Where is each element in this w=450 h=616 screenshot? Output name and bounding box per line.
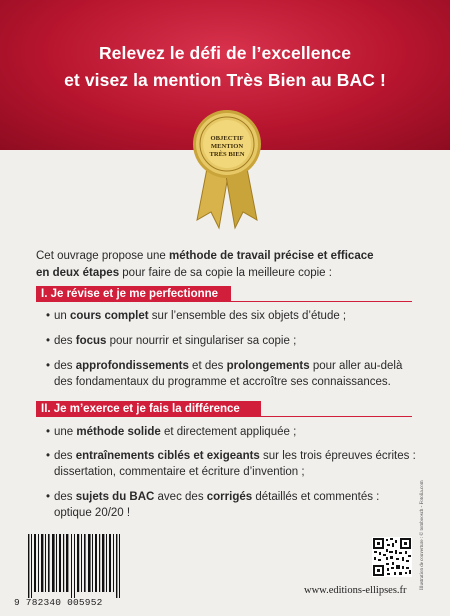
bullet-bold: corrigés [206,491,253,503]
bullet-icon: • [46,360,51,372]
list-item [46,448,416,480]
intro-bold-2: en deux étapes [36,267,120,279]
medal-label-line1: OBJECTIF [210,135,244,142]
list-item [46,308,416,324]
bullet-text: avec des [154,491,207,503]
barcode-number: 9 782340 005952 [14,597,103,608]
bullet-bold: méthode solide [76,426,161,438]
bullet-text: des [54,450,76,462]
bullet-text: dissertation, commentaire et écriture d’invention ; [54,466,305,478]
bullet-text: et des [188,360,227,372]
bullet-bold: approfondissements [75,360,189,372]
bullet-text: pour aller au-delà [309,360,403,372]
bullet-text: des [54,335,76,347]
award-ribbon-icon [181,108,273,230]
banner-headline-line1: Relevez le défi de l’excellence [98,43,352,63]
bullet-text: des [54,491,76,503]
bullet-icon: • [46,491,51,503]
list-item [46,424,416,440]
bullet-text: optique 20/20 ! [54,507,131,519]
barcode-icon [26,534,122,598]
bullet-text: un [54,310,70,322]
medal-label-line2: MENTION [210,143,244,150]
website-link[interactable]: www.editions-ellipses.fr [304,585,407,596]
qr-code-icon [372,537,412,577]
bullet-text: des fondamentaux du programme et accroître ses connaissances. [54,376,391,388]
intro-bold-1: méthode de travail précise et efficace [168,250,374,262]
bullet-bold: prolongements [226,360,310,372]
intro-paragraph [36,248,416,282]
bullet-icon: • [46,335,51,347]
section-2-title: II. Je m’exerce et je fais la différence [36,401,261,417]
bullet-bold: entraînements ciblés et exigeants [75,450,260,462]
bullet-icon: • [46,310,51,322]
bullet-bold: sujets du BAC [75,491,155,503]
list-item [46,358,416,390]
bullet-text: des [54,360,76,372]
section-2-divider [36,416,412,417]
list-item [46,333,416,349]
bullet-bold: focus [75,335,107,347]
bullet-icon: • [46,426,51,438]
cover-credit [420,480,428,616]
intro-text-1: Cet ouvrage propose une [36,250,169,262]
bullet-text: et directement appliquée ; [160,426,297,438]
section-1-divider [36,301,412,302]
bullet-text: sur les trois épreuves écrites : [259,450,416,462]
section-1-title: I. Je révise et je me perfectionne [36,286,231,302]
intro-text-2: pour faire de sa copie la meilleure copie : [119,267,332,279]
bullet-bold: cours complet [70,310,149,322]
bullet-text: une [54,426,77,438]
bullet-text: détaillés et commentés : [252,491,380,503]
bullet-text: sur l’ensemble des six objets d’étude ; [148,310,347,322]
banner-headline-line2: et visez la mention Très Bien au BAC ! [64,70,386,90]
medal-label-line3: TRÈS BIEN [209,151,245,158]
bullet-icon: • [46,450,51,462]
list-item [46,489,416,521]
cover-credit-text: Illustration de couverture : © tomboosch - Fotolia.com [420,480,425,590]
bullet-text: pour nourrir et singulariser sa copie ; [106,335,297,347]
